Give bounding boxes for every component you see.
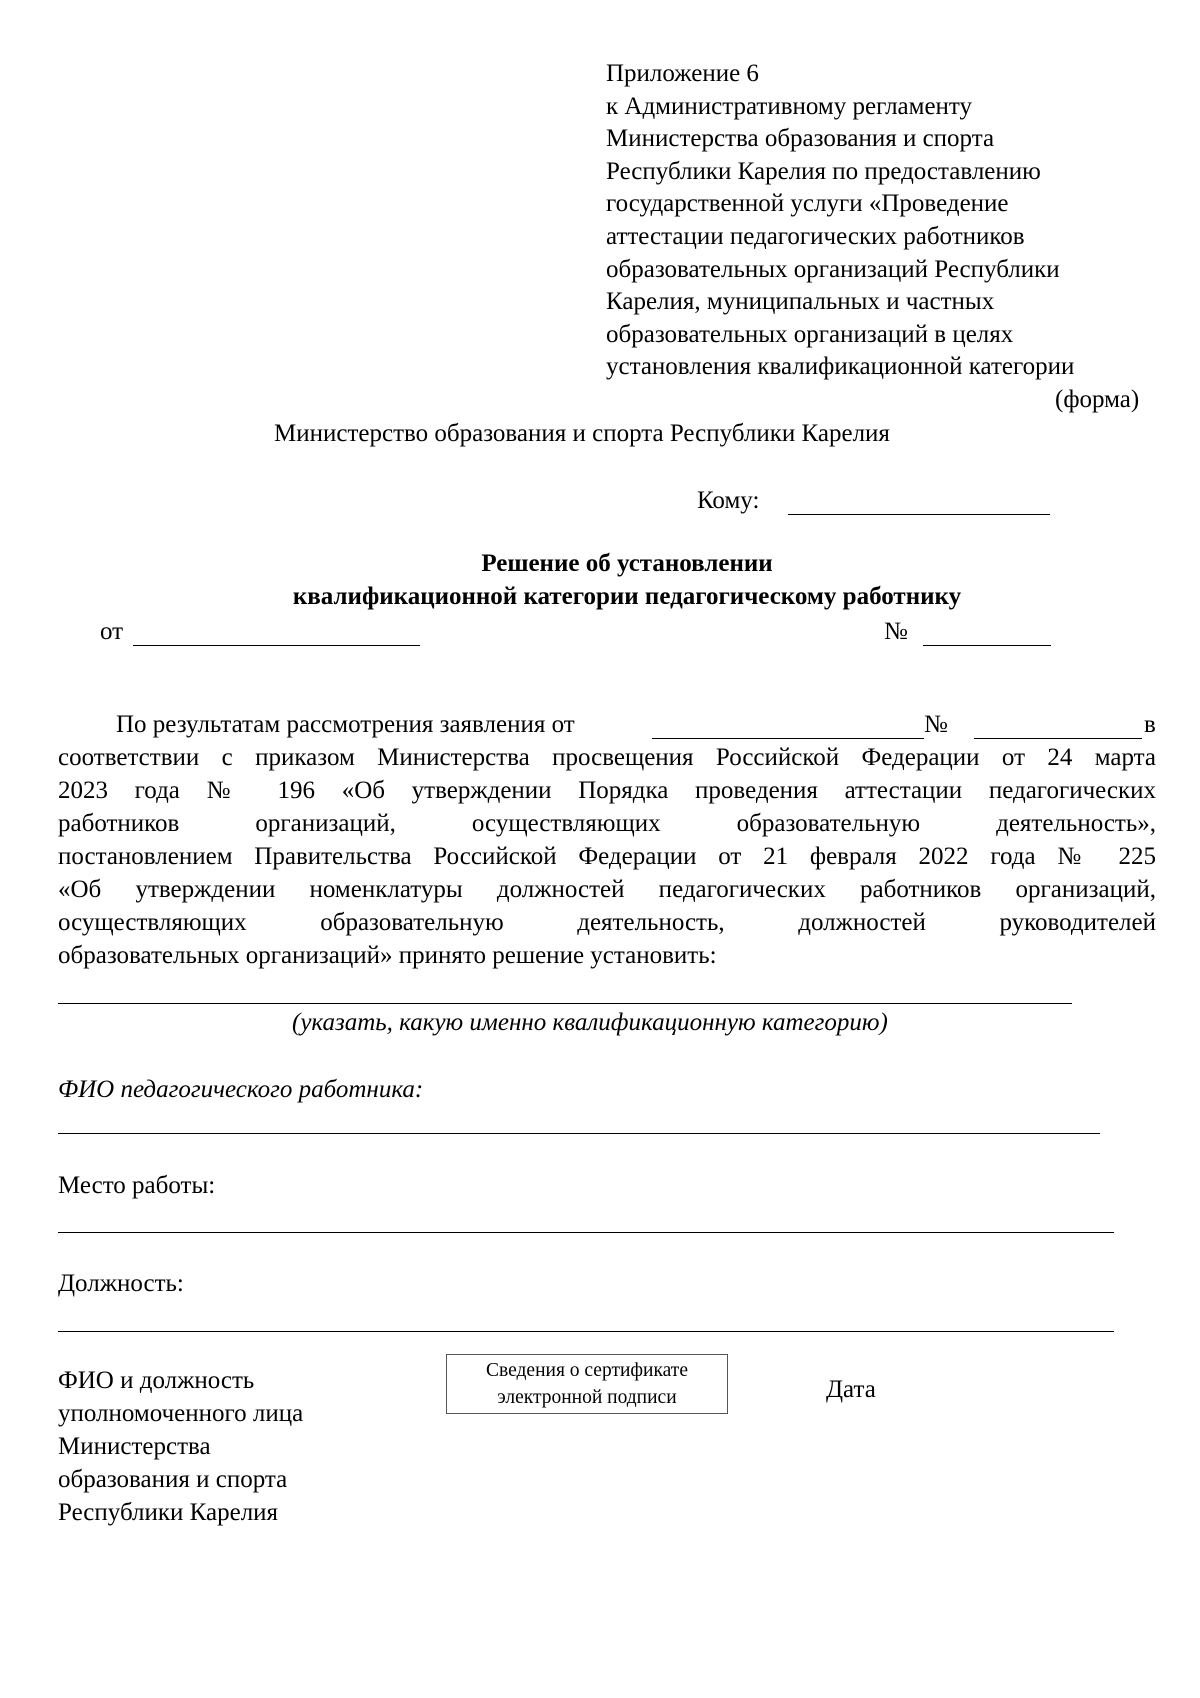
position-field[interactable]	[58, 1331, 1114, 1332]
workplace-field[interactable]	[58, 1232, 1114, 1233]
certificate-box	[446, 1354, 728, 1414]
body-prefix: По результатам рассмотрения заявления от	[116, 711, 575, 738]
certificate-line: электронной подписи	[497, 1387, 677, 1408]
decision-date-field[interactable]	[133, 645, 420, 646]
recipient-field[interactable]	[788, 514, 1050, 515]
signer-line: ФИО и должность	[58, 1367, 255, 1394]
application-date-field[interactable]	[652, 738, 924, 739]
certificate-line: Сведения о сертификате	[486, 1360, 688, 1381]
appendix-line: Карелия, муниципальных и частных	[606, 288, 995, 316]
application-number-label: №	[924, 711, 948, 738]
signer-line: уполномоченного лица	[58, 1400, 304, 1427]
body-line: соответствии с приказом Министерства просвещения Российской Федерации от 24 марта	[58, 744, 1156, 771]
appendix-line: к Административному регламенту	[606, 92, 973, 120]
appendix-line: образовательных организаций Республики	[606, 255, 1060, 283]
workplace-label: Место работы:	[58, 1172, 216, 1199]
body-line: постановлением Правительства Российской Федерации от 21 февраля 2022 года № 225	[58, 843, 1156, 870]
appendix-line: Республики Карелия по предоставлению	[606, 157, 1041, 185]
application-number-field[interactable]	[974, 738, 1142, 739]
decision-number-field[interactable]	[923, 645, 1051, 646]
appendix-line: Приложение 6	[606, 60, 759, 87]
signer-line: образования и спорта	[58, 1466, 288, 1493]
category-field[interactable]	[58, 1003, 1072, 1004]
body-last-line: образовательных организаций» принято решение установить:	[58, 942, 717, 969]
appendix-line: образовательных организаций в целях	[606, 320, 1014, 348]
form-label: (форма)	[1055, 386, 1140, 413]
recipient-label: Кому:	[697, 487, 760, 514]
appendix-line: установления квалификационной категории	[606, 353, 1075, 381]
signer-line: Министерства	[58, 1433, 211, 1460]
document-title-line2: квалификационной категории педагогическому работнику	[292, 583, 962, 610]
teacher-name-label: ФИО педагогического работника:	[58, 1076, 424, 1103]
signature-date-label: Дата	[826, 1376, 876, 1403]
document-title-line1: Решение об установлении	[481, 550, 773, 577]
appendix-line: аттестации педагогических работников	[606, 222, 1025, 250]
appendix-line: Министерства образования и спорта	[606, 125, 995, 153]
decision-date-label: от	[100, 618, 124, 645]
appendix-line: государственной услуги «Проведение	[606, 190, 1009, 218]
signer-line: Республики Карелия	[58, 1499, 279, 1526]
body-line: 2023 года № 196 «Об утверждении Порядка проведения аттестации педагогических	[58, 777, 1156, 804]
body-suffix: в	[1144, 711, 1156, 738]
body-line: «Об утверждении номенклатуры должностей педагогических работников организаций,	[58, 876, 1156, 903]
body-line: работников организаций, осуществляющих образовательную деятельность»,	[58, 810, 1156, 837]
teacher-name-field[interactable]	[58, 1133, 1100, 1134]
signer-block	[58, 1364, 303, 1529]
appendix-header	[606, 58, 1146, 384]
ministry-name: Министерство образования и спорта Республики Карелия	[274, 420, 890, 447]
category-hint: (указать, какую именно квалификационную категорию)	[292, 1009, 888, 1036]
body-line: осуществляющих образовательную деятельность, должностей руководителей	[58, 909, 1156, 936]
decision-number-label: №	[884, 618, 908, 645]
position-label: Должность:	[58, 1270, 184, 1297]
